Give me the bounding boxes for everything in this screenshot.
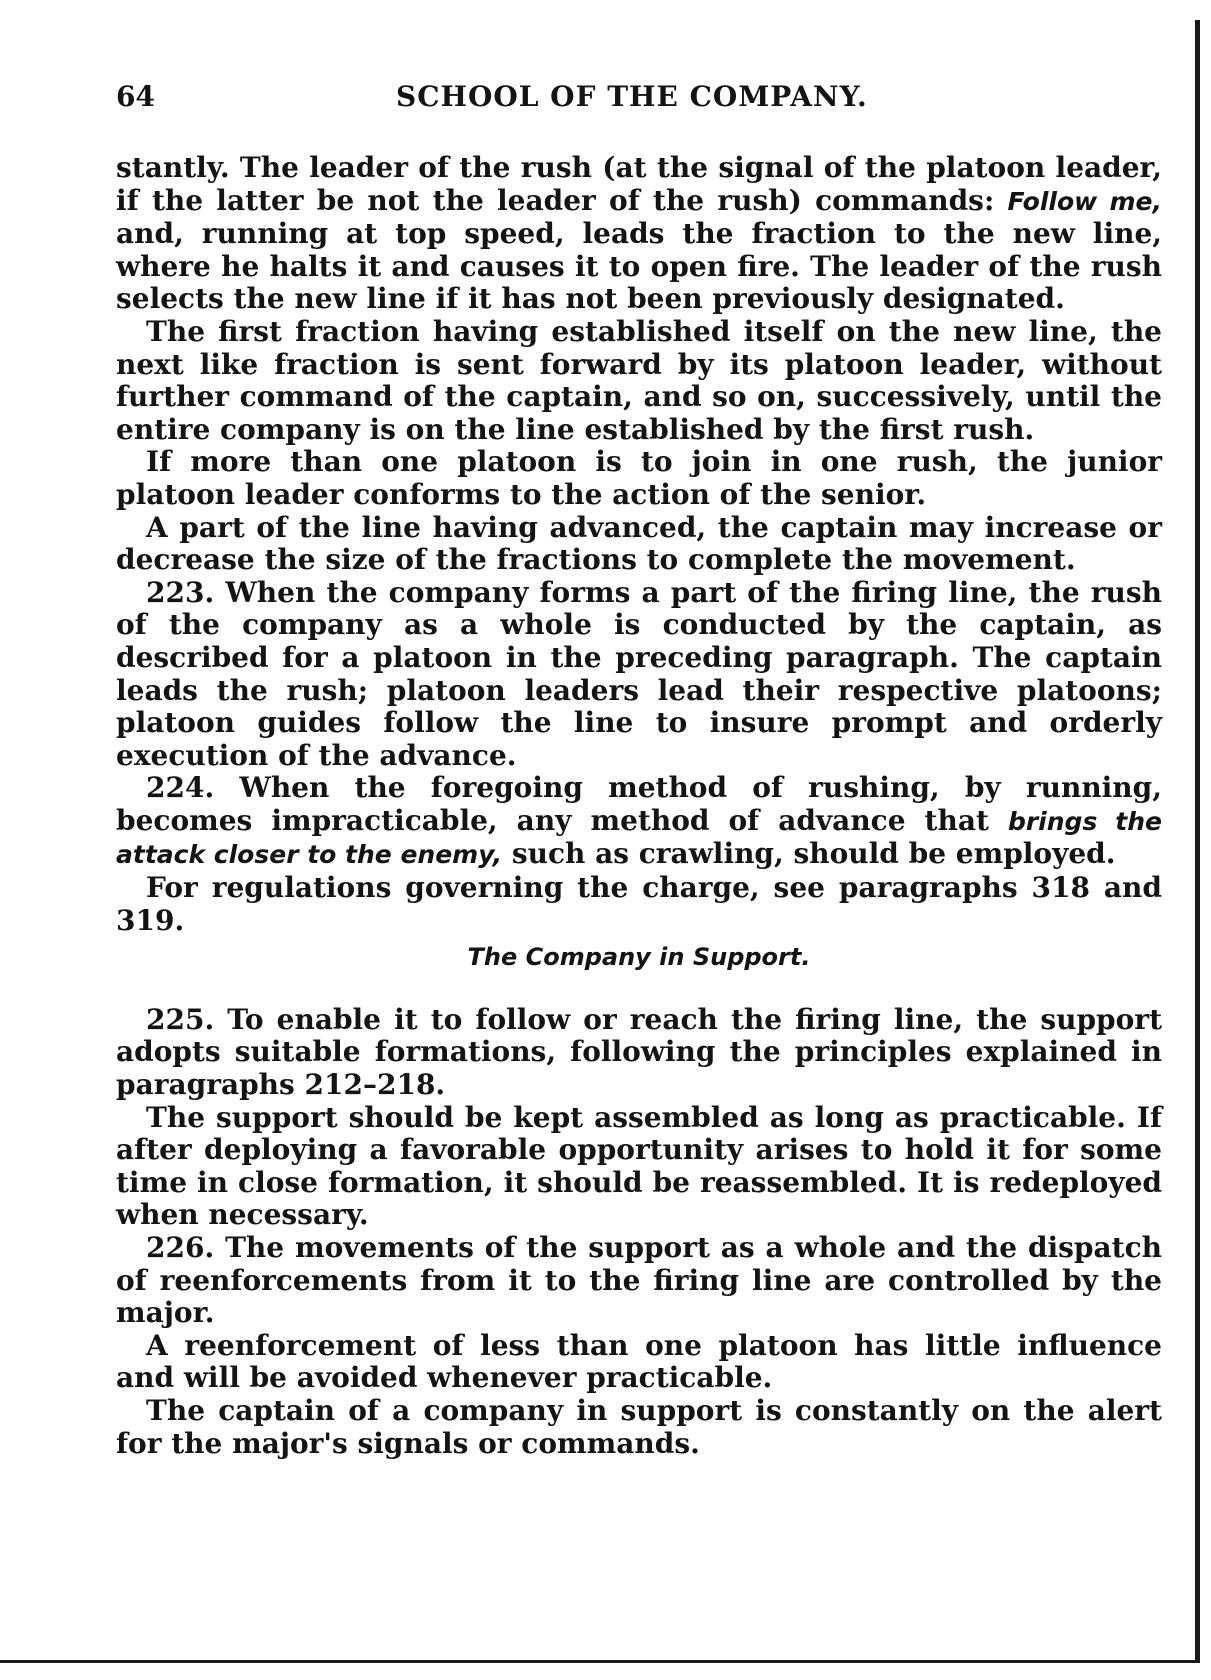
paragraph-charge-regulations: For regulations governing the charge, see paragraphs 318 and 319. <box>116 871 1162 937</box>
paragraph-223: 223. When the company forms a part of the firing line, the rush of the company as a whole is conducted by the captain, as described for a platoon in the preceding paragraph. The captain leads the rush; platoon leaders lead their respective platoons; platoon guides follow the line to insure prompt and orderly execution of the advance. <box>116 575 1162 772</box>
paragraph-number-226: 226. <box>146 1231 215 1264</box>
paragraph-captain-alert: The captain of a company in support is constantly on the alert for the major's signals or commands. <box>116 1393 1162 1460</box>
paragraph-224: 224. When the foregoing method of rushing, by running, becomes impracticable, any method of advance that brings the attack closer to the enemy, such as crawling, should be employed. <box>116 771 1162 871</box>
section-heading: The Company in Support. <box>467 943 811 972</box>
running-title: SCHOOL OF THE COMPANY. <box>396 80 868 113</box>
page-header <box>116 80 1161 120</box>
paragraph-number-225: 225. <box>146 1002 215 1036</box>
paragraph-reenforcement: A reenforcement of less than one platoon has little influence and will be avoided whenever practicable. <box>116 1328 1162 1395</box>
emphasis-attack-closer: brings the attack closer to the enemy, <box>116 806 1162 870</box>
paragraph-support-assembled: The support should be kept assembled as long as practicable. If after deploying a favorable opportunity arises to hold it for some time in close formation, it should be reassembled. It is redeployed when necessary. <box>116 1100 1162 1232</box>
paragraph-line-advanced: A part of the line having advanced, the captain may increase or decrease the size of the fractions to complete the movement. <box>116 510 1162 577</box>
body-text <box>116 152 1162 1460</box>
page-edge-right <box>1195 20 1200 1660</box>
paragraph-225: 225. To enable it to follow or reach the firing line, the support adopts suitable formations, following the principles explained in paragraphs 212–218. <box>116 1002 1162 1102</box>
page-edge-bottom <box>0 1660 1200 1663</box>
paragraph-226: 226. The movements of the support as a whole and the dispatch of reenforcements from it to the firing line are controlled by the major. <box>116 1231 1162 1330</box>
paragraph-number-223: 223. <box>146 575 215 609</box>
paragraph-first-fraction: The first fraction having established itself on the new line, the next like fraction is sent forward by its platoon leader, without further command of the captain, and so on, successively, until the entire company is on the line established by the first rush. <box>116 314 1162 446</box>
page-number: 64 <box>116 80 155 113</box>
command-follow-me: Follow me, <box>1007 186 1162 216</box>
paragraph-continued: stantly. The leader of the rush (at the signal of the platoon leader, if the latter be not the leader of the rush) commands: Follow me, and, running at top speed, leads the fraction to the new line, where he halts it and causes it to open fire. The leader of the rush selects the new line if it has not been previously designated. <box>116 151 1162 316</box>
paragraph-number-224: 224. <box>146 771 215 805</box>
paragraph-platoon-join: If more than one platoon is to join in one rush, the junior platoon leader conforms to the action of the senior. <box>116 445 1162 511</box>
